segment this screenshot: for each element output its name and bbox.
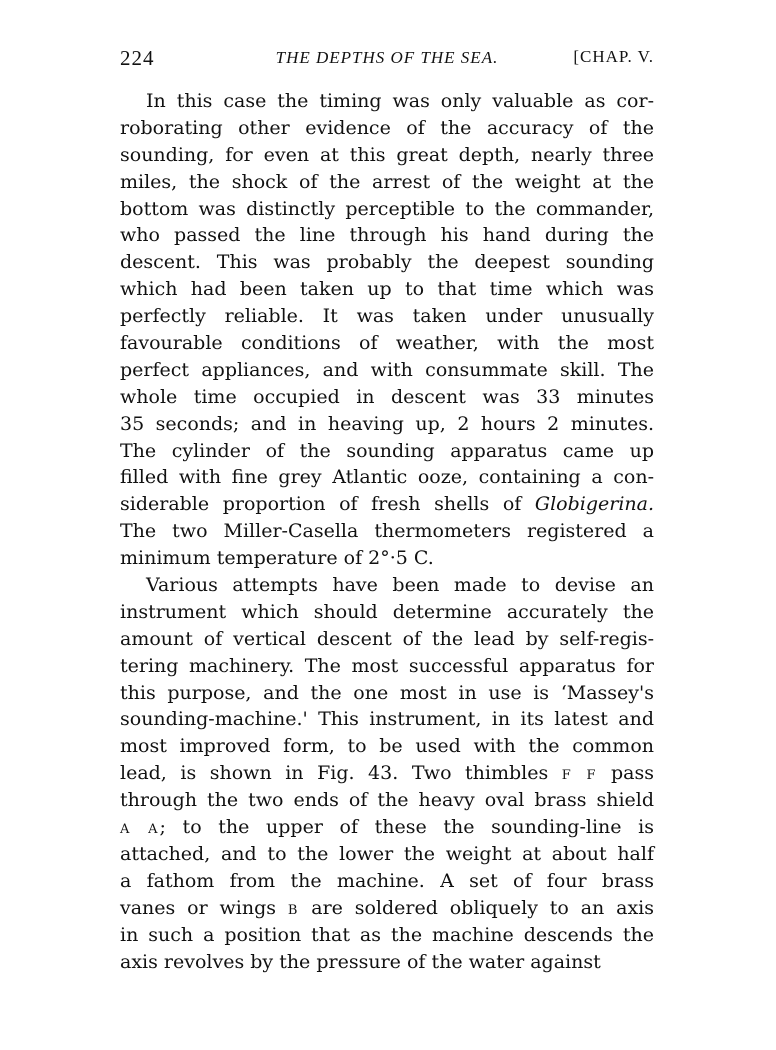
italic-term: Globigerina. bbox=[534, 493, 654, 516]
text-line bbox=[120, 814, 654, 841]
text-line: Various attempts have been made to devise an bbox=[146, 574, 654, 597]
figure-label: A A bbox=[120, 822, 160, 838]
text-line: The two Miller-Casella thermometers registered a bbox=[120, 520, 654, 543]
body-text bbox=[120, 88, 654, 975]
text-line: sounding-machine.' This instrument, in its latest and bbox=[120, 708, 654, 731]
text-line: In this case the timing was only valuable as cor- bbox=[146, 90, 654, 112]
figure-label: B bbox=[287, 902, 300, 918]
text-line: through the two ends of the heavy oval brass shield bbox=[120, 789, 654, 812]
text-line: descent. This was probably the deepest sounding bbox=[120, 251, 654, 274]
chapter-reference: [CHAP. V. bbox=[573, 47, 654, 66]
text-line: instrument which should determine accurately the bbox=[120, 600, 654, 623]
paragraph bbox=[120, 88, 654, 572]
text-line: whole time occupied in descent was 33 minutes bbox=[120, 385, 654, 408]
text-line: who passed the line through his hand during the bbox=[120, 224, 654, 247]
text-line: The cylinder of the sounding apparatus came up bbox=[120, 439, 654, 462]
text-line: this purpose, and the one most in use is ‘Massey's bbox=[120, 681, 654, 704]
page-number: 224 bbox=[120, 46, 155, 70]
text-line: miles, the shock of the arrest of the weight at the bbox=[120, 170, 654, 193]
text-line: axis revolves by the pressure of the water against bbox=[120, 950, 601, 973]
text-line: filled with fine grey Atlantic ooze, containing a con- bbox=[120, 466, 654, 489]
text-run: vanes or wings bbox=[120, 896, 288, 919]
text-line: amount of vertical descent of the lead by self-regis- bbox=[120, 627, 654, 650]
text-line: perfectly reliable. It was taken under unusually bbox=[120, 305, 654, 328]
text-line: bottom was distinctly perceptible to the commander, bbox=[120, 197, 654, 220]
text-run: lead, is shown in Fig. 43. Two thimbles bbox=[120, 762, 562, 785]
text-line: minimum temperature of 2°·5 C. bbox=[120, 547, 434, 570]
text-line: most improved form, to be used with the common bbox=[120, 735, 654, 758]
text-line bbox=[120, 491, 654, 518]
text-run: siderable proportion of fresh shells of bbox=[120, 493, 535, 516]
text-run: are soldered obliquely to an axis bbox=[299, 896, 654, 919]
text-run: ; to the upper of these the sounding-line is bbox=[159, 816, 654, 839]
text-line: favourable conditions of weather, with the most bbox=[120, 332, 654, 355]
text-line: in such a position that as the machine descends the bbox=[120, 923, 654, 946]
text-line: a fathom from the machine. A set of four brass bbox=[120, 869, 654, 892]
running-head bbox=[120, 46, 654, 76]
text-line: which had been taken up to that time which was bbox=[120, 278, 654, 301]
paragraph bbox=[120, 572, 654, 975]
text-line: attached, and to the lower the weight at about half bbox=[120, 842, 654, 865]
text-run: pass bbox=[597, 762, 654, 785]
text-line: tering machinery. The most successful apparatus for bbox=[120, 654, 654, 677]
text-line: 35 seconds; and in heaving up, 2 hours 2 minutes. bbox=[120, 412, 654, 435]
text-line: roborating other evidence of the accuracy of the bbox=[120, 116, 654, 139]
figure-label: F F bbox=[561, 768, 598, 784]
running-title: THE DEPTHS OF THE SEA. bbox=[275, 48, 499, 67]
text-line bbox=[120, 760, 654, 787]
text-line bbox=[120, 895, 654, 922]
text-line: sounding, for even at this great depth, nearly three bbox=[120, 143, 654, 166]
text-line: perfect appliances, and with consummate skill. The bbox=[120, 358, 654, 381]
